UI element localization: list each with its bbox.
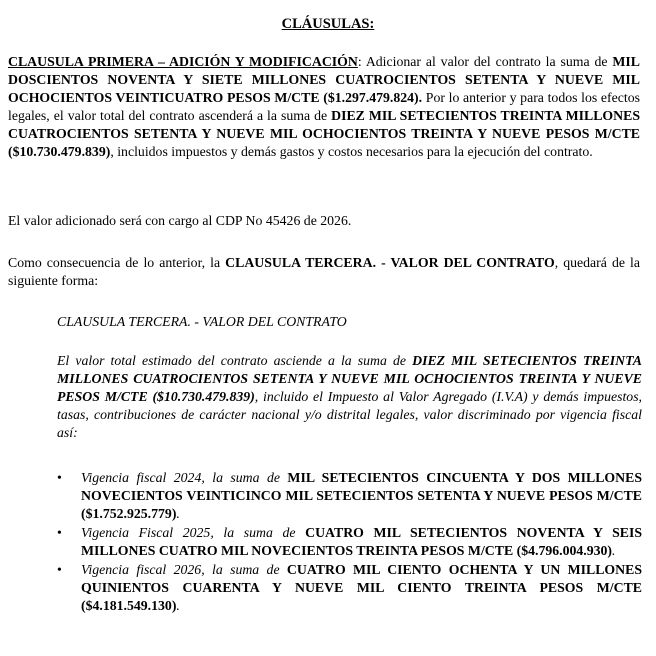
vigencia-words: CUATRO MIL SETECIENTOS NOVENTA Y SEIS MILLONES CUATRO MIL NOVECIENTOS TREINTA PESOS M/CTE	[81, 525, 642, 558]
consecuencia-text-1: Como consecuencia de lo anterior, la	[8, 255, 226, 270]
cdp-paragraph: El valor adicionado será con cargo al CDP No 45426 de 2026.	[8, 213, 352, 228]
clausula-primera-amount-1: MIL DOSCIENTOS NOVENTA Y SIETE MILLONES CUATROCIENTOS SETENTA Y NUEVE MIL OCHOCIENTOS VEINTICUATRO PESOS M/CTE ($1.297.479.824).	[8, 54, 640, 105]
list-item	[57, 561, 642, 615]
list-item	[57, 524, 642, 560]
consecuencia-bold: CLAUSULA TERCERA. - VALOR DEL CONTRATO	[225, 255, 555, 270]
clausula-primera-amount-2: DIEZ MIL SETECIENTOS TREINTA MILLONES CUATROCIENTOS SETENTA Y NUEVE MIL OCHOCIENTOS TREINTA Y NUEVE PESOS M/CTE ($10.730.479.839)	[8, 108, 640, 159]
vigencia-prefix: Vigencia fiscal 2024, la suma de	[81, 470, 288, 485]
vigencia-prefix: Vigencia fiscal 2026, la suma de	[81, 562, 287, 577]
vigencia-amount: ($1.752.925.779)	[81, 506, 177, 521]
clausula-tercera-title: CLAUSULA TERCERA. - VALOR DEL CONTRATO	[57, 314, 347, 329]
vigencia-prefix: Vigencia Fiscal 2025, la suma de	[81, 525, 306, 540]
list-item	[57, 469, 642, 523]
vigencia-suffix: .	[612, 543, 616, 558]
vigencia-amount: ($4.796.004.930)	[513, 543, 613, 558]
bullet-icon: •	[57, 470, 62, 485]
vigencia-words: CUATRO MIL CIENTO OCHENTA Y UN MILLONES QUINIENTOS CUARENTA Y NUEVE MIL CIENTO TREINTA PESOS M/CTE	[81, 562, 642, 595]
vigencia-suffix: .	[176, 506, 180, 521]
clausula-tercera-text-2: , incluido el Impuesto al Valor Agregado (I.V.A) y demás impuestos, tasas, contribuciones de carácter nacional y/o distrital legales, valor discriminado por vigencia fiscal así:	[57, 389, 643, 440]
clausula-primera-text-3: , incluidos impuestos y demás gastos y costos necesarios para la ejecución del contrato.	[110, 144, 593, 159]
page-title: CLÁUSULAS:	[281, 16, 375, 32]
clausula-primera-text-2: Por lo anterior y para todos los efectos legales, el valor total del contrato ascenderá a la suma de	[8, 90, 640, 123]
bullet-icon: •	[57, 525, 62, 540]
vigencia-amount: ($4.181.549.130)	[81, 598, 177, 613]
vigencias-list	[57, 469, 642, 616]
consecuencia-text-2: , quedará de la siguiente forma:	[8, 255, 640, 288]
clausula-tercera-amount: DIEZ MIL SETECIENTOS TREINTA MILLONES CUATROCIENTOS SETENTA Y NUEVE MIL OCHOCIENTOS TREINTA Y NUEVE PESOS M/CTE ($10.730.479.839)	[57, 353, 642, 404]
consecuencia-paragraph	[8, 254, 640, 290]
clausula-primera-text-1: : Adicionar al valor del contrato la suma de	[357, 54, 613, 69]
clausula-tercera-paragraph	[57, 352, 642, 442]
clausula-primera-title: CLAUSULA PRIMERA – ADICIÓN Y MODIFICACIÓN	[8, 54, 358, 69]
vigencia-suffix: .	[176, 598, 180, 613]
vigencia-words: MIL SETECIENTOS CINCUENTA Y DOS MILLONES NOVECIENTOS VEINTICINCO MIL SETECIENTOS SETENTA Y NUEVE PESOS M/CTE	[81, 470, 642, 503]
clausula-primera-paragraph	[8, 53, 640, 161]
bullet-icon: •	[57, 562, 62, 577]
clausula-tercera-text-1: El valor total estimado del contrato asciende a la suma de	[57, 353, 413, 368]
